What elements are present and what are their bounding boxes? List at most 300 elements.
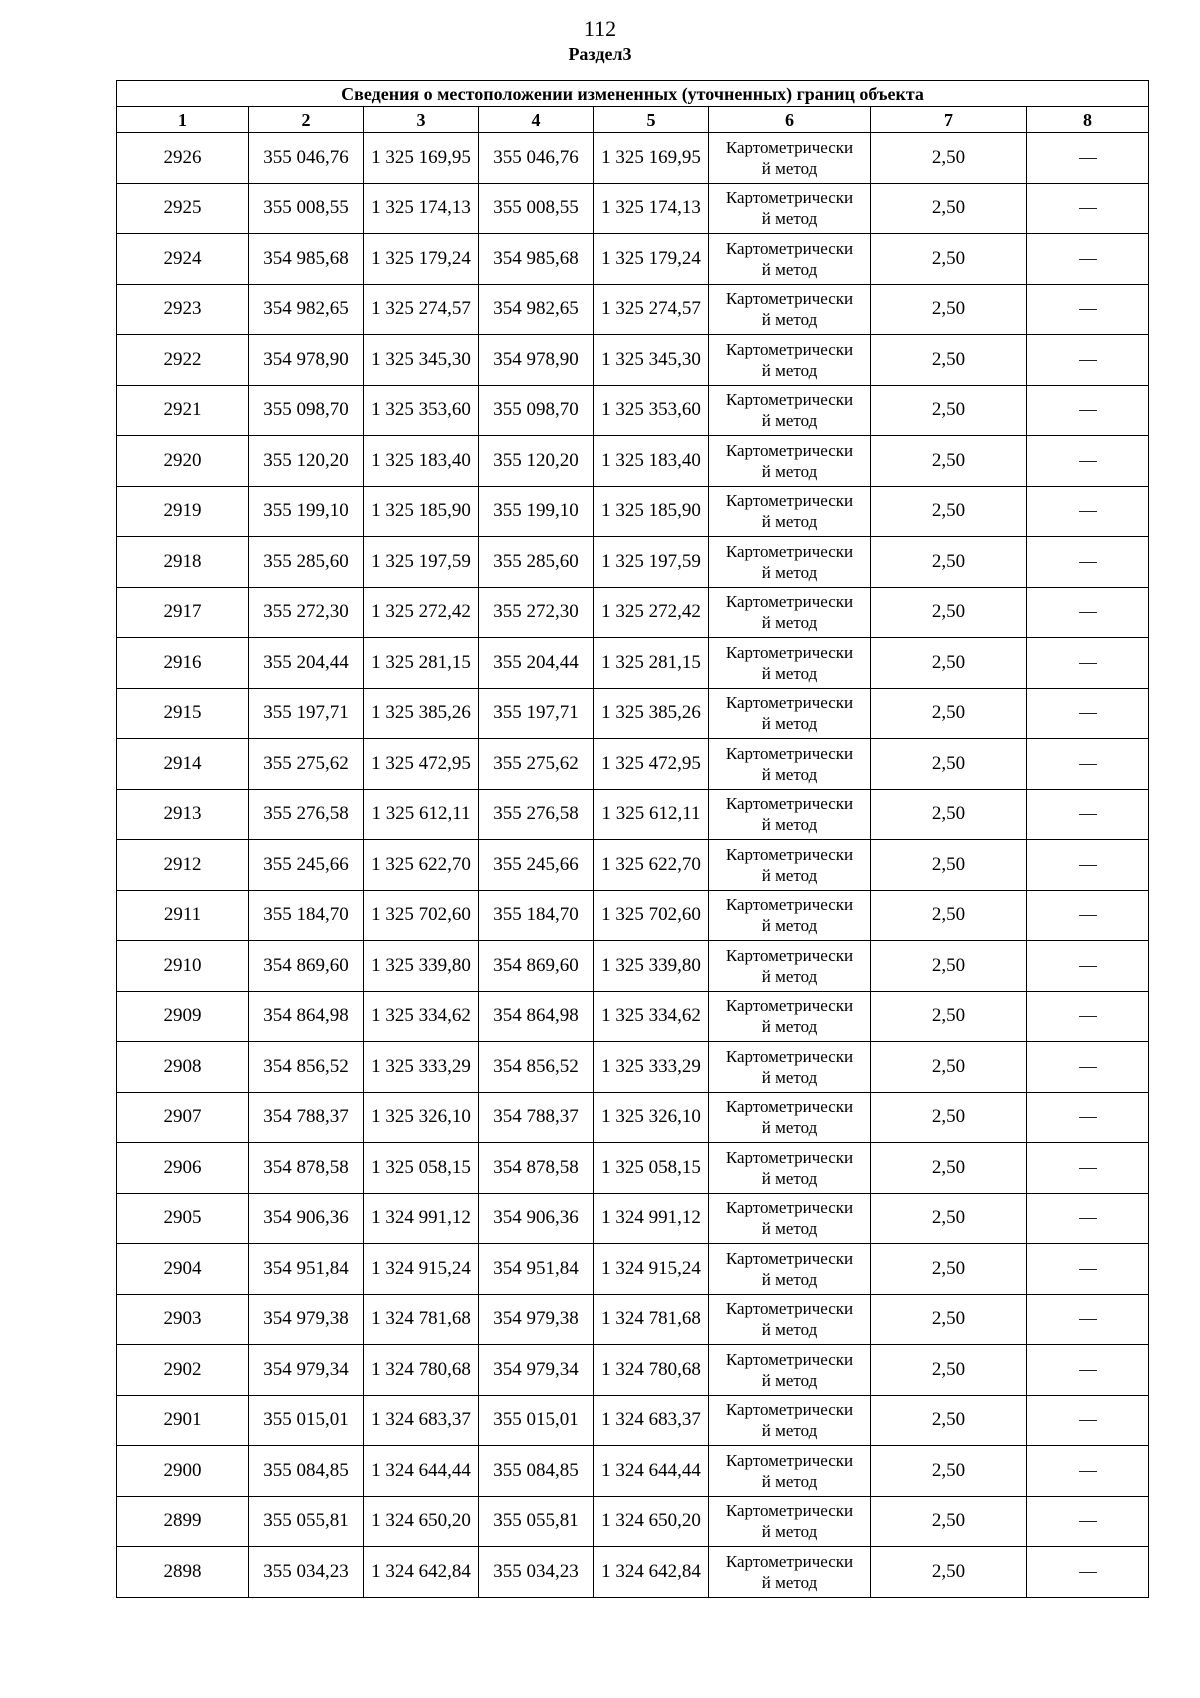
y-old-cell: 1 325 058,15: [364, 1143, 479, 1194]
dash-mark: [1079, 208, 1097, 209]
y-new-cell: 1 324 644,44: [594, 1446, 709, 1497]
point-number-cell: 2925: [117, 183, 249, 234]
method-line-2: й метод: [761, 1219, 818, 1239]
method-cell: [709, 688, 871, 739]
point-number-cell: 2924: [117, 234, 249, 285]
dash-mark: [1079, 562, 1097, 563]
accuracy-cell: 2,50: [871, 486, 1027, 537]
description-cell: [1027, 1496, 1149, 1547]
method-cell: [709, 1446, 871, 1497]
y-new-cell: 1 325 334,62: [594, 991, 709, 1042]
y-new-cell: 1 325 281,15: [594, 638, 709, 689]
dash-mark: [1079, 1067, 1097, 1068]
description-cell: [1027, 1547, 1149, 1598]
method-line-1: Картометрически: [725, 1501, 854, 1521]
table-row: [117, 789, 1149, 840]
y-new-cell: 1 325 169,95: [594, 133, 709, 184]
x-old-cell: 354 864,98: [249, 991, 364, 1042]
description-cell: [1027, 1294, 1149, 1345]
dash-mark: [1079, 461, 1097, 462]
x-new-cell: 354 856,52: [479, 1042, 594, 1093]
method-line-2: й метод: [761, 411, 818, 431]
accuracy-cell: 2,50: [871, 1092, 1027, 1143]
x-old-cell: 354 869,60: [249, 941, 364, 992]
x-old-cell: 354 982,65: [249, 284, 364, 335]
x-old-cell: 354 978,90: [249, 335, 364, 386]
accuracy-cell: 2,50: [871, 335, 1027, 386]
coordinates-table: [116, 80, 1149, 1598]
section-title: Раздел3: [568, 44, 632, 64]
y-new-cell: 1 324 780,68: [594, 1345, 709, 1396]
x-old-cell: 354 979,38: [249, 1294, 364, 1345]
table-row: [117, 1496, 1149, 1547]
method-cell: [709, 183, 871, 234]
point-number-cell: 2919: [117, 486, 249, 537]
table-row: [117, 385, 1149, 436]
y-old-cell: 1 325 622,70: [364, 840, 479, 891]
accuracy-cell: 2,50: [871, 991, 1027, 1042]
y-old-cell: 1 325 339,80: [364, 941, 479, 992]
table-row: [117, 335, 1149, 386]
method-line-1: Картометрически: [725, 642, 854, 662]
method-line-1: Картометрически: [725, 289, 854, 309]
dash-mark: [1079, 309, 1097, 310]
x-new-cell: 355 084,85: [479, 1446, 594, 1497]
x-new-cell: 355 034,23: [479, 1547, 594, 1598]
table-row: [117, 638, 1149, 689]
accuracy-cell: 2,50: [871, 234, 1027, 285]
point-number-cell: 2926: [117, 133, 249, 184]
description-cell: [1027, 587, 1149, 638]
table-row: [117, 1143, 1149, 1194]
y-old-cell: 1 324 915,24: [364, 1244, 479, 1295]
accuracy-cell: 2,50: [871, 1446, 1027, 1497]
method-line-2: й метод: [761, 1421, 818, 1441]
method-cell: [709, 1042, 871, 1093]
accuracy-cell: 2,50: [871, 1244, 1027, 1295]
method-line-1: Картометрически: [725, 693, 854, 713]
y-new-cell: 1 325 058,15: [594, 1143, 709, 1194]
method-cell: [709, 1547, 871, 1598]
x-new-cell: 355 055,81: [479, 1496, 594, 1547]
method-line-1: Картометрически: [725, 743, 854, 763]
x-new-cell: 355 272,30: [479, 587, 594, 638]
description-cell: [1027, 1193, 1149, 1244]
method-line-1: Картометрически: [725, 491, 854, 511]
x-old-cell: 355 276,58: [249, 789, 364, 840]
method-cell: [709, 133, 871, 184]
table-row: [117, 234, 1149, 285]
description-cell: [1027, 385, 1149, 436]
description-cell: [1027, 335, 1149, 386]
table-caption: Сведения о местоположении измененных (уточненных) границ объекта: [117, 81, 1149, 107]
column-header: 4: [479, 107, 594, 133]
method-line-2: й метод: [761, 1067, 818, 1087]
method-cell: [709, 739, 871, 790]
y-new-cell: 1 325 345,30: [594, 335, 709, 386]
method-line-2: й метод: [761, 865, 818, 885]
y-old-cell: 1 324 780,68: [364, 1345, 479, 1396]
accuracy-cell: 2,50: [871, 1193, 1027, 1244]
table-row: [117, 1294, 1149, 1345]
x-old-cell: 354 979,34: [249, 1345, 364, 1396]
method-line-1: Картометрически: [725, 1097, 854, 1117]
y-new-cell: 1 325 472,95: [594, 739, 709, 790]
method-line-1: Картометрически: [725, 895, 854, 915]
method-cell: [709, 1143, 871, 1194]
description-cell: [1027, 1042, 1149, 1093]
y-new-cell: 1 325 702,60: [594, 890, 709, 941]
y-old-cell: 1 325 179,24: [364, 234, 479, 285]
method-line-2: й метод: [761, 966, 818, 986]
method-line-1: Картометрически: [725, 238, 854, 258]
description-cell: [1027, 1244, 1149, 1295]
method-line-2: й метод: [761, 158, 818, 178]
column-header: 6: [709, 107, 871, 133]
dash-mark: [1079, 410, 1097, 411]
y-new-cell: 1 324 650,20: [594, 1496, 709, 1547]
accuracy-cell: 2,50: [871, 941, 1027, 992]
dash-mark: [1079, 1521, 1097, 1522]
point-number-cell: 2922: [117, 335, 249, 386]
x-old-cell: 355 245,66: [249, 840, 364, 891]
method-cell: [709, 1193, 871, 1244]
y-old-cell: 1 325 272,42: [364, 587, 479, 638]
x-old-cell: 354 951,84: [249, 1244, 364, 1295]
method-cell: [709, 1294, 871, 1345]
y-old-cell: 1 325 326,10: [364, 1092, 479, 1143]
x-old-cell: 355 199,10: [249, 486, 364, 537]
x-old-cell: 354 788,37: [249, 1092, 364, 1143]
dash-mark: [1079, 1572, 1097, 1573]
x-old-cell: 355 055,81: [249, 1496, 364, 1547]
x-new-cell: 355 275,62: [479, 739, 594, 790]
y-old-cell: 1 324 991,12: [364, 1193, 479, 1244]
accuracy-cell: 2,50: [871, 789, 1027, 840]
x-old-cell: 355 275,62: [249, 739, 364, 790]
method-line-1: Картометрически: [725, 592, 854, 612]
x-old-cell: 355 197,71: [249, 688, 364, 739]
y-old-cell: 1 325 353,60: [364, 385, 479, 436]
point-number-cell: 2921: [117, 385, 249, 436]
y-new-cell: 1 325 183,40: [594, 436, 709, 487]
dash-mark: [1079, 1117, 1097, 1118]
method-line-2: й метод: [761, 916, 818, 936]
table-row: [117, 133, 1149, 184]
table-body: [117, 133, 1149, 1598]
point-number-cell: 2910: [117, 941, 249, 992]
method-line-2: й метод: [761, 1471, 818, 1491]
y-new-cell: 1 325 612,11: [594, 789, 709, 840]
point-number-cell: 2901: [117, 1395, 249, 1446]
table-row: [117, 183, 1149, 234]
x-new-cell: 354 906,36: [479, 1193, 594, 1244]
method-cell: [709, 789, 871, 840]
point-number-cell: 2903: [117, 1294, 249, 1345]
x-old-cell: 355 285,60: [249, 537, 364, 588]
point-number-cell: 2900: [117, 1446, 249, 1497]
method-cell: [709, 1244, 871, 1295]
y-old-cell: 1 325 345,30: [364, 335, 479, 386]
method-line-1: Картометрически: [725, 1400, 854, 1420]
point-number-cell: 2899: [117, 1496, 249, 1547]
dash-mark: [1079, 663, 1097, 664]
point-number-cell: 2913: [117, 789, 249, 840]
table-row: [117, 587, 1149, 638]
x-new-cell: 354 979,38: [479, 1294, 594, 1345]
table-row: [117, 436, 1149, 487]
y-old-cell: 1 325 183,40: [364, 436, 479, 487]
y-new-cell: 1 325 326,10: [594, 1092, 709, 1143]
y-new-cell: 1 324 781,68: [594, 1294, 709, 1345]
method-cell: [709, 890, 871, 941]
accuracy-cell: 2,50: [871, 183, 1027, 234]
description-cell: [1027, 1092, 1149, 1143]
accuracy-cell: 2,50: [871, 587, 1027, 638]
method-cell: [709, 1395, 871, 1446]
method-line-1: Картометрически: [725, 1046, 854, 1066]
description-cell: [1027, 486, 1149, 537]
table-row: [117, 1193, 1149, 1244]
x-new-cell: 354 978,90: [479, 335, 594, 386]
x-new-cell: 354 982,65: [479, 284, 594, 335]
method-line-1: Картометрически: [725, 1198, 854, 1218]
y-old-cell: 1 325 281,15: [364, 638, 479, 689]
table-row: [117, 537, 1149, 588]
x-old-cell: 354 856,52: [249, 1042, 364, 1093]
description-cell: [1027, 436, 1149, 487]
method-line-2: й метод: [761, 1522, 818, 1542]
method-line-2: й метод: [761, 815, 818, 835]
method-line-2: й метод: [761, 1118, 818, 1138]
description-cell: [1027, 1395, 1149, 1446]
description-cell: [1027, 183, 1149, 234]
x-old-cell: 355 120,20: [249, 436, 364, 487]
method-line-1: Картометрически: [725, 1349, 854, 1369]
dash-mark: [1079, 612, 1097, 613]
dash-mark: [1079, 158, 1097, 159]
x-old-cell: 355 008,55: [249, 183, 364, 234]
x-new-cell: 354 985,68: [479, 234, 594, 285]
accuracy-cell: 2,50: [871, 1547, 1027, 1598]
method-line-1: Картометрически: [725, 794, 854, 814]
x-old-cell: 355 084,85: [249, 1446, 364, 1497]
method-line-1: Картометрически: [725, 137, 854, 157]
point-number-cell: 2914: [117, 739, 249, 790]
y-new-cell: 1 325 272,42: [594, 587, 709, 638]
method-line-2: й метод: [761, 461, 818, 481]
accuracy-cell: 2,50: [871, 537, 1027, 588]
accuracy-cell: 2,50: [871, 739, 1027, 790]
description-cell: [1027, 688, 1149, 739]
point-number-cell: 2911: [117, 890, 249, 941]
x-new-cell: 355 184,70: [479, 890, 594, 941]
method-line-2: й метод: [761, 714, 818, 734]
y-old-cell: 1 325 612,11: [364, 789, 479, 840]
y-new-cell: 1 325 385,26: [594, 688, 709, 739]
y-new-cell: 1 325 333,29: [594, 1042, 709, 1093]
description-cell: [1027, 133, 1149, 184]
column-number-row: [117, 107, 1149, 133]
method-cell: [709, 537, 871, 588]
method-line-2: й метод: [761, 764, 818, 784]
y-new-cell: 1 325 274,57: [594, 284, 709, 335]
column-header: 2: [249, 107, 364, 133]
y-old-cell: 1 325 472,95: [364, 739, 479, 790]
accuracy-cell: 2,50: [871, 284, 1027, 335]
point-number-cell: 2908: [117, 1042, 249, 1093]
description-cell: [1027, 789, 1149, 840]
y-new-cell: 1 325 174,13: [594, 183, 709, 234]
y-new-cell: 1 324 991,12: [594, 1193, 709, 1244]
method-line-2: й метод: [761, 1168, 818, 1188]
x-new-cell: 355 199,10: [479, 486, 594, 537]
y-new-cell: 1 325 197,59: [594, 537, 709, 588]
method-line-1: Картометрически: [725, 1299, 854, 1319]
column-header: 3: [364, 107, 479, 133]
y-new-cell: 1 324 642,84: [594, 1547, 709, 1598]
method-line-2: й метод: [761, 562, 818, 582]
accuracy-cell: 2,50: [871, 385, 1027, 436]
y-old-cell: 1 324 650,20: [364, 1496, 479, 1547]
x-old-cell: 354 985,68: [249, 234, 364, 285]
description-cell: [1027, 1446, 1149, 1497]
method-line-2: й метод: [761, 1269, 818, 1289]
method-cell: [709, 385, 871, 436]
method-line-1: Картометрически: [725, 440, 854, 460]
method-line-2: й метод: [761, 259, 818, 279]
method-cell: [709, 335, 871, 386]
point-number-cell: 2909: [117, 991, 249, 1042]
dash-mark: [1079, 1420, 1097, 1421]
method-cell: [709, 587, 871, 638]
x-old-cell: 355 034,23: [249, 1547, 364, 1598]
x-old-cell: 355 184,70: [249, 890, 364, 941]
method-cell: [709, 284, 871, 335]
x-old-cell: 355 272,30: [249, 587, 364, 638]
y-old-cell: 1 324 644,44: [364, 1446, 479, 1497]
x-new-cell: 354 951,84: [479, 1244, 594, 1295]
point-number-cell: 2915: [117, 688, 249, 739]
column-header: 8: [1027, 107, 1149, 133]
point-number-cell: 2917: [117, 587, 249, 638]
x-new-cell: 355 015,01: [479, 1395, 594, 1446]
method-cell: [709, 234, 871, 285]
method-line-2: й метод: [761, 360, 818, 380]
y-old-cell: 1 325 385,26: [364, 688, 479, 739]
point-number-cell: 2906: [117, 1143, 249, 1194]
y-old-cell: 1 325 174,13: [364, 183, 479, 234]
method-line-1: Картометрически: [725, 339, 854, 359]
y-old-cell: 1 325 185,90: [364, 486, 479, 537]
table-row: [117, 1345, 1149, 1396]
dash-mark: [1079, 511, 1097, 512]
dash-mark: [1079, 814, 1097, 815]
accuracy-cell: 2,50: [871, 1042, 1027, 1093]
description-cell: [1027, 991, 1149, 1042]
method-line-2: й метод: [761, 1572, 818, 1592]
dash-mark: [1079, 865, 1097, 866]
point-number-cell: 2898: [117, 1547, 249, 1598]
description-cell: [1027, 284, 1149, 335]
y-old-cell: 1 325 274,57: [364, 284, 479, 335]
dash-mark: [1079, 1269, 1097, 1270]
x-new-cell: 355 046,76: [479, 133, 594, 184]
x-old-cell: 355 046,76: [249, 133, 364, 184]
x-old-cell: 354 906,36: [249, 1193, 364, 1244]
table-row: [117, 1042, 1149, 1093]
x-old-cell: 355 204,44: [249, 638, 364, 689]
column-header: 5: [594, 107, 709, 133]
method-cell: [709, 1345, 871, 1396]
method-cell: [709, 840, 871, 891]
dash-mark: [1079, 360, 1097, 361]
accuracy-cell: 2,50: [871, 1294, 1027, 1345]
y-new-cell: 1 325 179,24: [594, 234, 709, 285]
method-cell: [709, 436, 871, 487]
dash-mark: [1079, 1168, 1097, 1169]
x-new-cell: 355 204,44: [479, 638, 594, 689]
method-line-2: й метод: [761, 1017, 818, 1037]
description-cell: [1027, 537, 1149, 588]
y-old-cell: 1 324 683,37: [364, 1395, 479, 1446]
x-new-cell: 354 788,37: [479, 1092, 594, 1143]
y-old-cell: 1 324 781,68: [364, 1294, 479, 1345]
y-new-cell: 1 324 915,24: [594, 1244, 709, 1295]
description-cell: [1027, 941, 1149, 992]
method-line-2: й метод: [761, 1370, 818, 1390]
table-row: [117, 1395, 1149, 1446]
dash-mark: [1079, 915, 1097, 916]
x-new-cell: 355 245,66: [479, 840, 594, 891]
y-new-cell: 1 324 683,37: [594, 1395, 709, 1446]
y-old-cell: 1 325 333,29: [364, 1042, 479, 1093]
method-line-1: Картометрически: [725, 390, 854, 410]
y-new-cell: 1 325 185,90: [594, 486, 709, 537]
x-old-cell: 355 098,70: [249, 385, 364, 436]
description-cell: [1027, 234, 1149, 285]
table-row: [117, 991, 1149, 1042]
method-cell: [709, 991, 871, 1042]
accuracy-cell: 2,50: [871, 840, 1027, 891]
page-number: 112: [583, 16, 617, 41]
method-line-1: Картометрически: [725, 844, 854, 864]
method-line-1: Картометрически: [725, 1551, 854, 1571]
method-cell: [709, 638, 871, 689]
point-number-cell: 2904: [117, 1244, 249, 1295]
table-row: [117, 739, 1149, 790]
method-line-1: Картометрически: [725, 1147, 854, 1167]
description-cell: [1027, 638, 1149, 689]
method-line-2: й метод: [761, 209, 818, 229]
description-cell: [1027, 890, 1149, 941]
table-row: [117, 1244, 1149, 1295]
accuracy-cell: 2,50: [871, 1496, 1027, 1547]
x-old-cell: 354 878,58: [249, 1143, 364, 1194]
table-row: [117, 840, 1149, 891]
column-header: 7: [871, 107, 1027, 133]
x-new-cell: 354 979,34: [479, 1345, 594, 1396]
point-number-cell: 2918: [117, 537, 249, 588]
method-cell: [709, 1496, 871, 1547]
point-number-cell: 2905: [117, 1193, 249, 1244]
method-line-2: й метод: [761, 613, 818, 633]
description-cell: [1027, 1345, 1149, 1396]
table-row: [117, 890, 1149, 941]
method-cell: [709, 1092, 871, 1143]
method-line-2: й метод: [761, 1320, 818, 1340]
y-old-cell: 1 325 169,95: [364, 133, 479, 184]
